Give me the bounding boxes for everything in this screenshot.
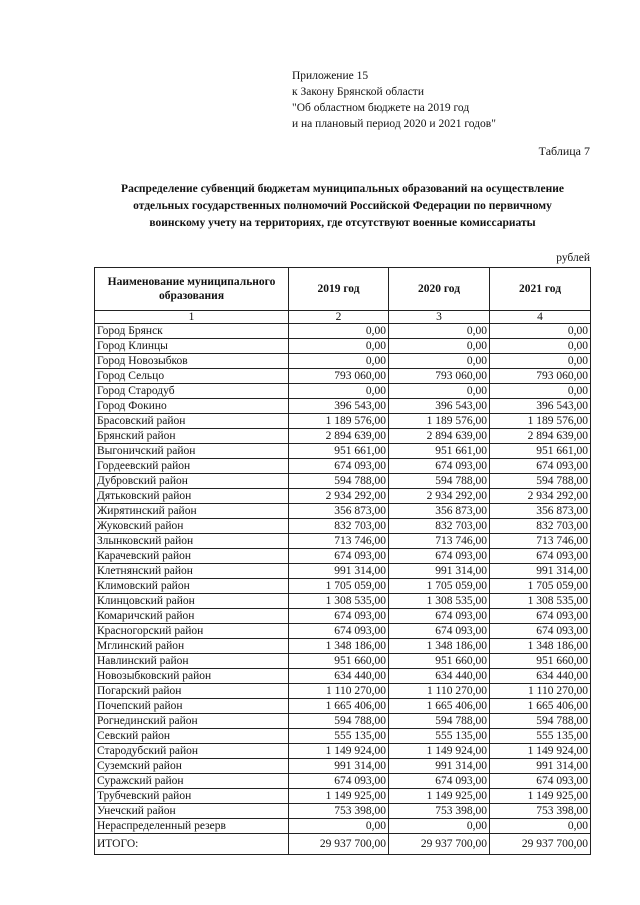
table-row bbox=[95, 369, 591, 384]
amount-cell: 555 135,00 bbox=[289, 729, 389, 744]
municipality-name-cell: Город Брянск bbox=[95, 324, 289, 339]
distribution-table bbox=[94, 267, 591, 855]
amount-cell: 0,00 bbox=[490, 324, 591, 339]
header-2021: 2021 год bbox=[490, 268, 591, 311]
municipality-name-cell: Трубчевский район bbox=[95, 789, 289, 804]
municipality-name-cell: Брянский район bbox=[95, 429, 289, 444]
amount-cell: 674 093,00 bbox=[289, 774, 389, 789]
amount-cell: 1 110 270,00 bbox=[289, 684, 389, 699]
amount-cell: 951 660,00 bbox=[289, 654, 389, 669]
municipality-name-cell: Навлинский район bbox=[95, 654, 289, 669]
units-label: рублей bbox=[556, 252, 590, 264]
municipality-name-cell: Стародубский район bbox=[95, 744, 289, 759]
table-row bbox=[95, 729, 591, 744]
municipality-name-cell: Севский район bbox=[95, 729, 289, 744]
amount-cell: 555 135,00 bbox=[490, 729, 591, 744]
table-row bbox=[95, 579, 591, 594]
amount-cell: 991 314,00 bbox=[289, 564, 389, 579]
amount-cell: 396 543,00 bbox=[389, 399, 490, 414]
municipality-name-cell: Карачевский район bbox=[95, 549, 289, 564]
amount-cell: 356 873,00 bbox=[289, 504, 389, 519]
amount-cell: 1 705 059,00 bbox=[289, 579, 389, 594]
amount-cell: 0,00 bbox=[289, 384, 389, 399]
table-row bbox=[95, 594, 591, 609]
amount-cell: 951 661,00 bbox=[389, 444, 490, 459]
table-row bbox=[95, 549, 591, 564]
table-row bbox=[95, 639, 591, 654]
amount-cell: 674 093,00 bbox=[389, 624, 490, 639]
total-amount-cell: 29 937 700,00 bbox=[490, 834, 591, 855]
municipality-name-cell: Погарский район bbox=[95, 684, 289, 699]
total-amount-cell: 29 937 700,00 bbox=[289, 834, 389, 855]
table-row bbox=[95, 804, 591, 819]
municipality-name-cell: Брасовский район bbox=[95, 414, 289, 429]
municipality-name-cell: Суземский район bbox=[95, 759, 289, 774]
column-number: 1 bbox=[95, 311, 289, 324]
table-row bbox=[95, 474, 591, 489]
amount-cell: 991 314,00 bbox=[490, 564, 591, 579]
table-row bbox=[95, 744, 591, 759]
amount-cell: 674 093,00 bbox=[490, 774, 591, 789]
appendix-line: к Закону Брянской области bbox=[292, 86, 424, 98]
amount-cell: 832 703,00 bbox=[289, 519, 389, 534]
amount-cell: 951 660,00 bbox=[389, 654, 490, 669]
amount-cell: 713 746,00 bbox=[490, 534, 591, 549]
amount-cell: 1 348 186,00 bbox=[490, 639, 591, 654]
table-row bbox=[95, 324, 591, 339]
table-row bbox=[95, 564, 591, 579]
amount-cell: 793 060,00 bbox=[490, 369, 591, 384]
amount-cell: 1 348 186,00 bbox=[389, 639, 490, 654]
amount-cell: 832 703,00 bbox=[490, 519, 591, 534]
municipality-name-cell: Унечский район bbox=[95, 804, 289, 819]
table-row bbox=[95, 669, 591, 684]
table-row bbox=[95, 789, 591, 804]
amount-cell: 674 093,00 bbox=[389, 774, 490, 789]
amount-cell: 991 314,00 bbox=[490, 759, 591, 774]
table-number: Таблица 7 bbox=[538, 144, 590, 158]
table-row bbox=[95, 399, 591, 414]
amount-cell: 634 440,00 bbox=[389, 669, 490, 684]
amount-cell: 396 543,00 bbox=[289, 399, 389, 414]
amount-cell: 1 665 406,00 bbox=[389, 699, 490, 714]
total-amount-cell: 29 937 700,00 bbox=[389, 834, 490, 855]
municipality-name-cell: Город Сельцо bbox=[95, 369, 289, 384]
amount-cell: 1 308 535,00 bbox=[389, 594, 490, 609]
municipality-name-cell: Рогнединский район bbox=[95, 714, 289, 729]
document-title bbox=[90, 181, 595, 232]
appendix-line: "Об областном бюджете на 2019 год bbox=[292, 102, 470, 114]
amount-cell: 674 093,00 bbox=[490, 609, 591, 624]
amount-cell: 0,00 bbox=[389, 324, 490, 339]
column-number: 2 bbox=[289, 311, 389, 324]
amount-cell: 991 314,00 bbox=[389, 759, 490, 774]
table-row bbox=[95, 489, 591, 504]
amount-cell: 1 308 535,00 bbox=[490, 594, 591, 609]
amount-cell: 713 746,00 bbox=[289, 534, 389, 549]
title-line: отдельных государственных полномочий Российской Федерации по первичному bbox=[133, 200, 552, 212]
amount-cell: 1 348 186,00 bbox=[289, 639, 389, 654]
municipality-name-cell: Дятьковский район bbox=[95, 489, 289, 504]
table-row bbox=[95, 519, 591, 534]
amount-cell: 674 093,00 bbox=[389, 549, 490, 564]
amount-cell: 1 149 925,00 bbox=[490, 789, 591, 804]
amount-cell: 674 093,00 bbox=[490, 624, 591, 639]
amount-cell: 753 398,00 bbox=[490, 804, 591, 819]
column-number-row bbox=[95, 311, 591, 324]
municipality-name-cell: Суражский район bbox=[95, 774, 289, 789]
amount-cell: 753 398,00 bbox=[289, 804, 389, 819]
amount-cell: 2 934 292,00 bbox=[289, 489, 389, 504]
amount-cell: 594 788,00 bbox=[490, 474, 591, 489]
amount-cell: 674 093,00 bbox=[389, 459, 490, 474]
amount-cell: 1 705 059,00 bbox=[490, 579, 591, 594]
table-row bbox=[95, 504, 591, 519]
amount-cell: 0,00 bbox=[490, 384, 591, 399]
amount-cell: 1 665 406,00 bbox=[490, 699, 591, 714]
amount-cell: 1 149 924,00 bbox=[490, 744, 591, 759]
amount-cell: 0,00 bbox=[289, 819, 389, 834]
amount-cell: 1 110 270,00 bbox=[490, 684, 591, 699]
municipality-name-cell: Жуковский район bbox=[95, 519, 289, 534]
municipality-name-cell: Клетнянский район bbox=[95, 564, 289, 579]
amount-cell: 674 093,00 bbox=[389, 609, 490, 624]
amount-cell: 674 093,00 bbox=[289, 609, 389, 624]
amount-cell: 356 873,00 bbox=[490, 504, 591, 519]
amount-cell: 0,00 bbox=[289, 324, 389, 339]
municipality-name-cell: Дубровский район bbox=[95, 474, 289, 489]
amount-cell: 674 093,00 bbox=[490, 459, 591, 474]
amount-cell: 1 149 924,00 bbox=[289, 744, 389, 759]
amount-cell: 991 314,00 bbox=[289, 759, 389, 774]
municipality-name-cell: Гордеевский район bbox=[95, 459, 289, 474]
table-row bbox=[95, 609, 591, 624]
municipality-name-cell: Город Фокино bbox=[95, 399, 289, 414]
table-header-row bbox=[95, 268, 591, 311]
column-number: 3 bbox=[389, 311, 490, 324]
column-number: 4 bbox=[490, 311, 591, 324]
municipality-name-cell: Злынковский район bbox=[95, 534, 289, 549]
amount-cell: 634 440,00 bbox=[490, 669, 591, 684]
amount-cell: 594 788,00 bbox=[389, 714, 490, 729]
amount-cell: 0,00 bbox=[490, 339, 591, 354]
amount-cell: 793 060,00 bbox=[389, 369, 490, 384]
table-row bbox=[95, 624, 591, 639]
total-row bbox=[95, 834, 591, 855]
municipality-name-cell: Выгоничский район bbox=[95, 444, 289, 459]
municipality-name-cell: Мглинский район bbox=[95, 639, 289, 654]
table-row bbox=[95, 534, 591, 549]
amount-cell: 674 093,00 bbox=[490, 549, 591, 564]
amount-cell: 1 149 925,00 bbox=[389, 789, 490, 804]
table-row bbox=[95, 759, 591, 774]
appendix-line: и на плановый период 2020 и 2021 годов" bbox=[292, 118, 496, 130]
amount-cell: 594 788,00 bbox=[490, 714, 591, 729]
municipality-name-cell: Город Клинцы bbox=[95, 339, 289, 354]
table-row bbox=[95, 339, 591, 354]
table-row bbox=[95, 414, 591, 429]
header-2019: 2019 год bbox=[289, 268, 389, 311]
table-row bbox=[95, 654, 591, 669]
title-line: воинскому учету на территориях, где отсутствуют военные комиссариаты bbox=[149, 217, 536, 229]
appendix-header bbox=[292, 68, 496, 132]
table-row bbox=[95, 819, 591, 834]
amount-cell: 2 934 292,00 bbox=[490, 489, 591, 504]
municipality-name-cell: Клинцовский район bbox=[95, 594, 289, 609]
amount-cell: 713 746,00 bbox=[389, 534, 490, 549]
amount-cell: 1 110 270,00 bbox=[389, 684, 490, 699]
table-row bbox=[95, 459, 591, 474]
header-municipality: Наименование муниципального образования bbox=[95, 268, 289, 311]
amount-cell: 1 189 576,00 bbox=[289, 414, 389, 429]
amount-cell: 951 661,00 bbox=[490, 444, 591, 459]
amount-cell: 594 788,00 bbox=[389, 474, 490, 489]
amount-cell: 1 149 925,00 bbox=[289, 789, 389, 804]
amount-cell: 0,00 bbox=[289, 354, 389, 369]
table-row bbox=[95, 384, 591, 399]
amount-cell: 396 543,00 bbox=[490, 399, 591, 414]
appendix-line: Приложение 15 bbox=[292, 70, 369, 82]
table-row bbox=[95, 684, 591, 699]
amount-cell: 1 705 059,00 bbox=[389, 579, 490, 594]
amount-cell: 1 308 535,00 bbox=[289, 594, 389, 609]
amount-cell: 0,00 bbox=[490, 354, 591, 369]
amount-cell: 674 093,00 bbox=[289, 459, 389, 474]
table-row bbox=[95, 354, 591, 369]
table-row bbox=[95, 444, 591, 459]
title-line: Распределение субвенций бюджетам муниципальных образований на осуществление bbox=[121, 183, 564, 195]
amount-cell: 0,00 bbox=[389, 819, 490, 834]
amount-cell: 634 440,00 bbox=[289, 669, 389, 684]
amount-cell: 1 189 576,00 bbox=[490, 414, 591, 429]
amount-cell: 0,00 bbox=[389, 384, 490, 399]
header-2020: 2020 год bbox=[389, 268, 490, 311]
municipality-name-cell: Комаричский район bbox=[95, 609, 289, 624]
amount-cell: 793 060,00 bbox=[289, 369, 389, 384]
amount-cell: 356 873,00 bbox=[389, 504, 490, 519]
amount-cell: 555 135,00 bbox=[389, 729, 490, 744]
total-label: ИТОГО: bbox=[95, 834, 289, 855]
municipality-name-cell: Почепский район bbox=[95, 699, 289, 714]
amount-cell: 991 314,00 bbox=[389, 564, 490, 579]
amount-cell: 951 661,00 bbox=[289, 444, 389, 459]
table-body bbox=[95, 324, 591, 855]
amount-cell: 674 093,00 bbox=[289, 549, 389, 564]
amount-cell: 2 934 292,00 bbox=[389, 489, 490, 504]
municipality-name-cell: Город Стародуб bbox=[95, 384, 289, 399]
table-row bbox=[95, 699, 591, 714]
amount-cell: 594 788,00 bbox=[289, 714, 389, 729]
amount-cell: 951 660,00 bbox=[490, 654, 591, 669]
amount-cell: 1 149 924,00 bbox=[389, 744, 490, 759]
municipality-name-cell: Климовский район bbox=[95, 579, 289, 594]
municipality-name-cell: Нераспределенный резерв bbox=[95, 819, 289, 834]
amount-cell: 832 703,00 bbox=[389, 519, 490, 534]
amount-cell: 674 093,00 bbox=[289, 624, 389, 639]
municipality-name-cell: Жирятинский район bbox=[95, 504, 289, 519]
table-row bbox=[95, 774, 591, 789]
table-row bbox=[95, 429, 591, 444]
amount-cell: 753 398,00 bbox=[389, 804, 490, 819]
amount-cell: 1 189 576,00 bbox=[389, 414, 490, 429]
amount-cell: 2 894 639,00 bbox=[289, 429, 389, 444]
municipality-name-cell: Новозыбковский район bbox=[95, 669, 289, 684]
amount-cell: 0,00 bbox=[389, 354, 490, 369]
amount-cell: 0,00 bbox=[289, 339, 389, 354]
table-row bbox=[95, 714, 591, 729]
amount-cell: 0,00 bbox=[490, 819, 591, 834]
amount-cell: 0,00 bbox=[389, 339, 490, 354]
municipality-name-cell: Красногорский район bbox=[95, 624, 289, 639]
municipality-name-cell: Город Новозыбков bbox=[95, 354, 289, 369]
amount-cell: 2 894 639,00 bbox=[389, 429, 490, 444]
amount-cell: 594 788,00 bbox=[289, 474, 389, 489]
amount-cell: 1 665 406,00 bbox=[289, 699, 389, 714]
amount-cell: 2 894 639,00 bbox=[490, 429, 591, 444]
